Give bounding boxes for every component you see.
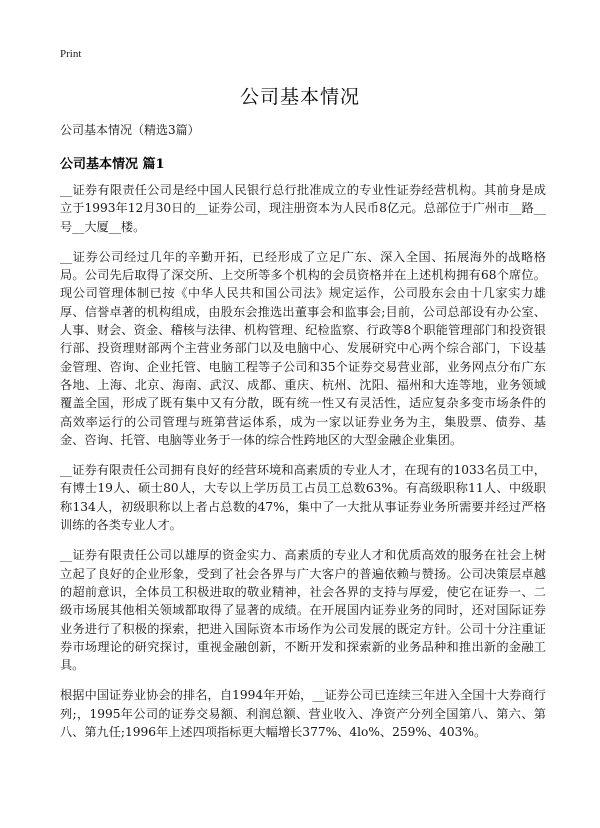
paragraph-reputation: __证券有限责任公司以雄厚的资金实力、高素质的专业人才和优质高效的服务在社会上树立起了良好的企业形象，受到了社会各界与广大客户的普遍依赖与赞扬。公司决策层卓越的超前意识，全体员工积极进取的敬业精神，社会各界的支持与厚爱，使它在证券一、二级市场展其他相关领域都取得了显著的成绩。在开展国内证券业务的同时，还对国际证券业务进行了积极的探索，把进入国际资本市场作为公司发展的既定方针。公司十分注重证券市场理论的研究探讨，重视金融创新，不断开发和探索新的业务品种和推出新的金融工具。 [60, 548, 546, 673]
document-subtitle: 公司基本情况（精选3篇） [60, 123, 200, 137]
page-title: 公司基本情况 [239, 86, 360, 108]
print-label: Print [60, 48, 82, 60]
paragraph-company-intro: __证券有限责任公司是经中国人民银行总行批准成立的专业性证券经营机构。其前身是成立于1993年12月30日的__证券公司，现注册资本为人民币8亿元。总部位于广州市__路__号__大厦__楼。 [60, 183, 546, 234]
paragraph-ranking: 根据中国证券业协会的排名，自1994年开始，__证券公司已连续三年进入全国十大券商行列;，1995年公司的证券交易额、利润总额、营业收入、净资产分列全国第八、第六、第八、第九任;1996年上述四项指标更大幅增长377%、4lo%、259%、403%。 [60, 688, 546, 740]
paragraph-staff: __证券有限责任公司拥有良好的经营环境和高素质的专业人才，在现有的1033名员工中，有博士19人、硕士80人，大专以上学历员工占员工总数63%。有高级职称11人、中级职称134人，初级职称以上者占总数的47%，集中了一大批从事证券业务所需要并经过严格训练的各类专业人才。 [60, 463, 546, 533]
paragraph-development: __证券公司经过几年的辛勤开拓，已经形成了立足广东、深入全国、拓展海外的战略格局。公司先后取得了深交所、上交所等多个机构的会员资格并在上述机构拥有68个席位。现公司管理体制已按《中华人民共和国公司法》规定运作，公司股东会由十几家实力雄厚、信誉卓著的机构组成，由股东会推选出董事会和监事会;目前，公司总部设有办公室、人事、财会、资金、稽核与法律、机构管理、纪检监察、行政等8个职能管理部门和投资银行部、投资理财部两个主营业务部门以及电脑中心、发展研究中心两个综合部门，下设基金管理、咨询、企业托管、电脑工程等子公司和35个证券交易营业部，业务网点分布广东各地、上海、北京、海南、武汉、成都、重庆、杭州、沈阳、福州和大连等地，业务领域覆盖全国，形成了既有集中又有分散，既有统一性又有灵活性，适应复杂多变市场条件的高效率运行的公司管理与班第营运体系，成为一家以证券业务为主，集股票、债券、基金、咨询、托管、电脑等业务于一体的综合性跨地区的大型金融企业集团。 [60, 249, 546, 447]
document-body [60, 181, 546, 753]
section-heading: 公司基本情况 篇1 [60, 157, 165, 172]
